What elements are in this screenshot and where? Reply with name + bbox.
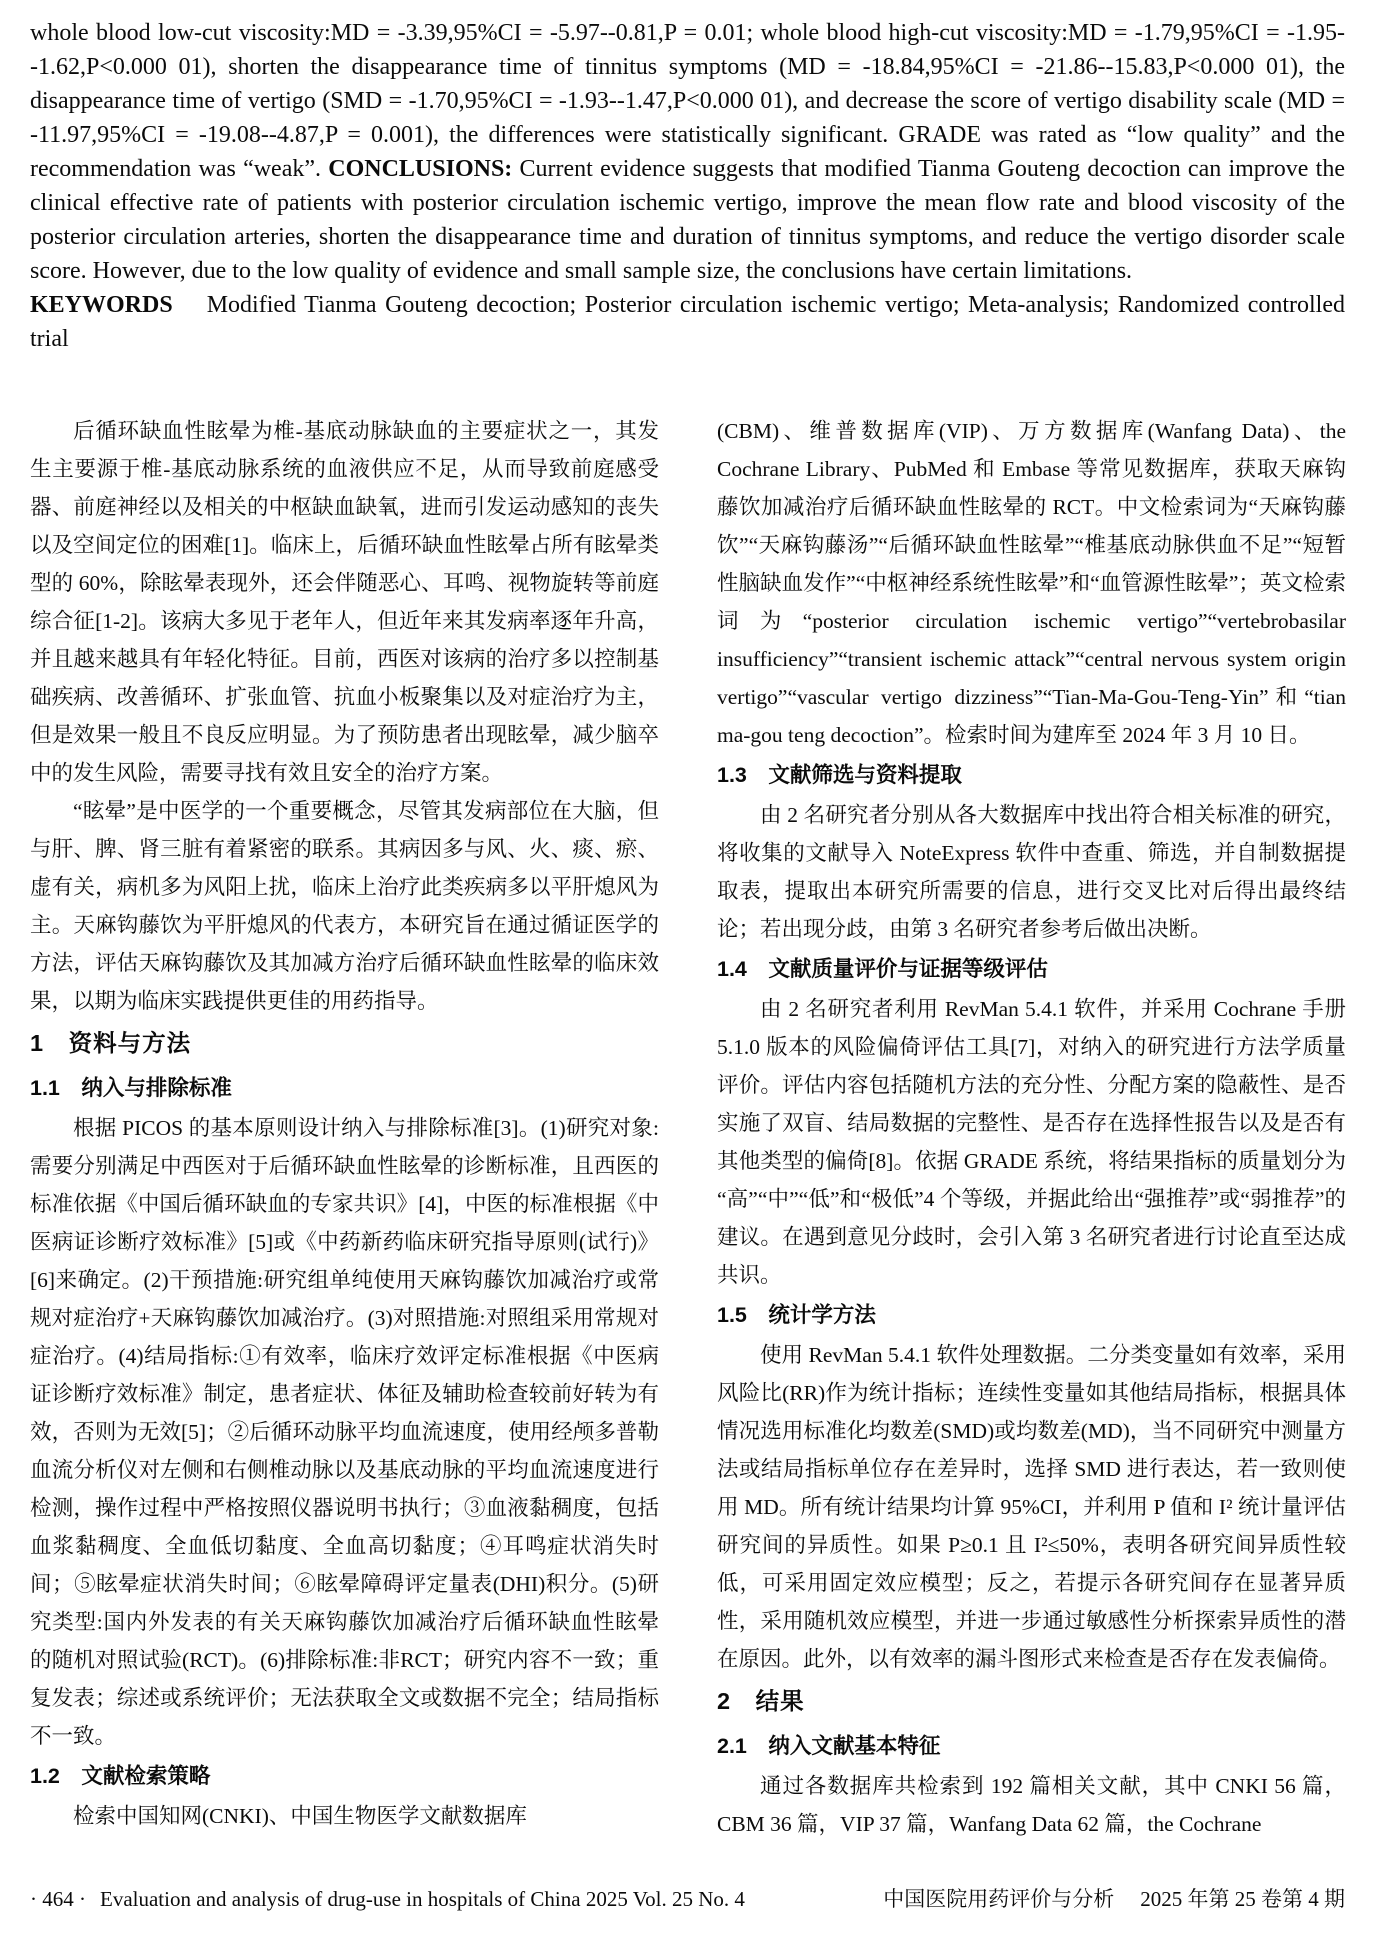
footer-left: [30, 1884, 759, 1914]
keywords-line: [30, 288, 1345, 356]
inclusion-criteria-paragraph: 根据 PICOS 的基本原则设计纳入与排除标准[3]。(1)研究对象:需要分别满足中西医对于后循环缺血性眩晕的诊断标准，且西医的标准依据《中国后循环缺血的专家共识》[4]，中医的标准根据《中医病证诊断疗效标准》[5]或《中药新药临床研究指导原则(试行)》[6]来确定。(2)干预措施:研究组单纯使用天麻钩藤饮加减治疗或常规对症治疗+天麻钩藤饮加减治疗。(3)对照措施:对照组采用常规对症治疗。(4)结局指标:①有效率，临床疗效评定标准根据《中医病证诊断疗效标准》制定，患者症状、体征及辅助检查较前好转为有效，否则为无效[5]；②后循环动脉平均血流速度，使用经颅多普勒血流分析仪对左侧和右侧椎动脉以及基底动脉的平均血流速度进行检测，操作过程中严格按照仪器说明书执行；③血液黏稠度，包括血浆黏稠度、全血低切黏度、全血高切黏度；④耳鸣症状消失时间；⑤眩晕症状消失时间；⑥眩晕障碍评定量表(DHI)积分。(5)研究类型:国内外发表的有关天麻钩藤饮加减治疗后循环缺血性眩晕的随机对照试验(RCT)。(6)排除标准:非RCT；研究内容不一致；重复发表；综述或系统评价；无法获取全文或数据不完全；结局指标不一致。: [30, 1116, 659, 1748]
subsection-heading-search-strategy: 1.2 文献检索策略: [30, 1764, 211, 1788]
subsection-heading-screening-extraction: 1.3 文献筛选与资料提取: [717, 763, 962, 787]
search-strategy-paragraph-continued: (CBM)、维普数据库(VIP)、万方数据库(Wanfang Data)、the Cochrane Library、PubMed 和 Embase 等常见数据库，获取天麻钩藤饮加减治疗后循环缺血性眩晕的 RCT。中文检索词为“天麻钩藤饮”“天麻钩藤汤”“后循环缺血性眩晕”“椎基底动脉供血不足”“短暂性脑缺血发作”“中枢神经系统性眩晕”和“血管源性眩晕”；英文检索词为“posterior circulation ischemic vertigo”“vertebrobasilar insufficiency”“transient ischemic attack”“central nervous system origin vertigo”“vascular vertigo dizziness”“Tian-Ma-Gou-Teng-Yin”和“tian ma-gou teng decoction”。检索时间为建库至 2024 年 3 月 10 日。: [717, 419, 1346, 747]
subsection-heading-study-characteristics: 2.1 纳入文献基本特征: [717, 1734, 941, 1758]
search-strategy-paragraph-start: 检索中国知网(CNKI)、中国生物医学文献数据库: [73, 1804, 527, 1828]
quality-assessment-paragraph: 由 2 名研究者利用 RevMan 5.4.1 软件，并采用 Cochrane 手册 5.1.0 版本的风险偏倚评估工具[7]，对纳入的研究进行方法学质量评价。评估内容包括随机方法的充分性、分配方案的隐蔽性、是否实施了双盲、结局数据的完整性、是否存在选择性报告以及是否有其他类型的偏倚[8]。依据 GRADE 系统，将结果指标的质量划分为“高”“中”“低”和“极低”4 个等级，并据此给出“强推荐”或“弱推荐”的建议。在遇到意见分歧时，会引入第 3 名研究者进行讨论直至达成共识。: [717, 997, 1346, 1287]
page-footer: [30, 1884, 1345, 1914]
abstract-results-text: whole blood low-cut viscosity:MD = -3.39,95%CI = -5.97--0.81,P = 0.01; whole blood high-cut viscosity:MD = -1.79,95%CI = -1.95--1.62,P<0.000 01), shorten the disappearance time of tinnitus symptoms (MD = -18.84,95%CI = -21.86--15.83,P<0.000 01), the disappearance time of vertigo (SMD = -1.70,95%CI = -1.93--1.47,P<0.000 01), and decrease the score of vertigo disability scale (MD = -11.97,95%CI = -19.08--4.87,P = 0.001), the differences were statistically significant. GRADE was rated as “low quality” and the recommendation was “weak”.: [30, 20, 1345, 182]
journal-issue-chinese: 2025 年第 25 卷第 4 期: [1140, 1887, 1345, 1911]
abstract-conclusions-text: Current evidence suggests that modified Tianma Gouteng decoction can improve the clinical effective rate of patients with posterior circulation ischemic vertigo, improve the mean flow rate and blood viscosity of the posterior circulation arteries, shorten the disappearance time and duration of tinnitus symptoms, and reduce the vertigo disorder scale score. However, due to the low quality of evidence and small sample size, the conclusions have certain limitations.: [30, 156, 1345, 284]
section-heading-methods: 1 资料与方法: [30, 1030, 192, 1056]
intro-paragraph-2: “眩晕”是中医学的一个重要概念，尽管其发病部位在大脑，但与肝、脾、肾三脏有着紧密的联系。其病因多与风、火、痰、瘀、虚有关，病机多为风阳上扰，临床上治疗此类疾病多以平肝熄风为主。天麻钩藤饮为平肝熄风的代表方，本研究旨在通过循证医学的方法，评估天麻钩藤饮及其加减方治疗后循环缺血性眩晕的临床效果，以期为临床实践提供更佳的用药指导。: [30, 799, 659, 1013]
keywords-text: Modified Tianma Gouteng decoction; Posterior circulation ischemic vertigo; Meta-analysis; Randomized controlled trial: [30, 292, 1345, 352]
journal-name-english: Evaluation and analysis of drug-use in hospitals of China 2025 Vol. 25 No. 4: [100, 1887, 745, 1911]
page-number: · 464 ·: [30, 1887, 86, 1911]
section-heading-results: 2 结果: [717, 1688, 805, 1714]
subsection-heading-inclusion-criteria: 1.1 纳入与排除标准: [30, 1076, 232, 1100]
statistical-methods-paragraph: 使用 RevMan 5.4.1 软件处理数据。二分类变量如有效率，采用风险比(RR)作为统计指标；连续性变量如其他结局指标，根据具体情况选用标准化均数差(SMD)或均数差(MD)，当不同研究中测量方法或结局指标单位存在差异时，选择 SMD 进行表达，若一致则使用 MD。所有统计结果均计算 95%CI，并利用 P 值和 I² 统计量评估研究间的异质性。如果 P≥0.1 且 I²≤50%，表明各研究间异质性较低，可采用固定效应模型；反之，若提示各研究间存在显著异质性，采用随机效应模型，并进一步通过敏感性分析探索异质性的潜在原因。此外，以有效率的漏斗图形式来检查是否存在发表偏倚。: [717, 1343, 1346, 1671]
intro-paragraph-1: 后循环缺血性眩晕为椎-基底动脉缺血的主要症状之一，其发生主要源于椎-基底动脉系统的血液供应不足，从而导致前庭感受器、前庭神经以及相关的中枢缺血缺氧，进而引发运动感知的丧失以及空间定位的困难[1]。临床上，后循环缺血性眩晕占所有眩晕类型的 60%，除眩晕表现外，还会伴随恶心、耳鸣、视物旋转等前庭综合征[1-2]。该病大多见于老年人，但近年来其发病率逐年升高，并且越来越具有年轻化特征。目前，西医对该病的治疗多以控制基础疾病、改善循环、扩张血管、抗血小板聚集以及对症治疗为主，但是效果一般且不良反应明显。为了预防患者出现眩晕，减少脑卒中的发生风险，需要寻找有效且安全的治疗方案。: [30, 419, 659, 785]
abstract-section: [30, 16, 1345, 356]
body-two-columns: [30, 412, 1345, 1843]
conclusions-label: CONCLUSIONS:: [328, 156, 513, 182]
right-column: [717, 412, 1346, 1843]
left-column: [30, 412, 659, 1843]
subsection-heading-statistical-methods: 1.5 统计学方法: [717, 1303, 876, 1327]
journal-name-chinese: 中国医院用药评价与分析: [883, 1887, 1115, 1911]
screening-extraction-paragraph: 由 2 名研究者分别从各大数据库中找出符合相关标准的研究，将收集的文献导入 NoteExpress 软件中查重、筛选，并自制数据提取表，提取出本研究所需要的信息，进行交叉比对后得出最终结论；若出现分歧，由第 3 名研究者参考后做出决断。: [717, 803, 1346, 941]
study-characteristics-paragraph-start: 通过各数据库共检索到 192 篇相关文献，其中 CNKI 56 篇，CBM 36 篇，VIP 37 篇，Wanfang Data 62 篇，the Cochrane: [717, 1774, 1346, 1836]
footer-right: [857, 1884, 1345, 1914]
subsection-heading-quality-assessment: 1.4 文献质量评价与证据等级评估: [717, 957, 1048, 981]
keywords-label: KEYWORDS: [30, 292, 173, 318]
abstract-continuation-paragraph: [30, 16, 1345, 288]
